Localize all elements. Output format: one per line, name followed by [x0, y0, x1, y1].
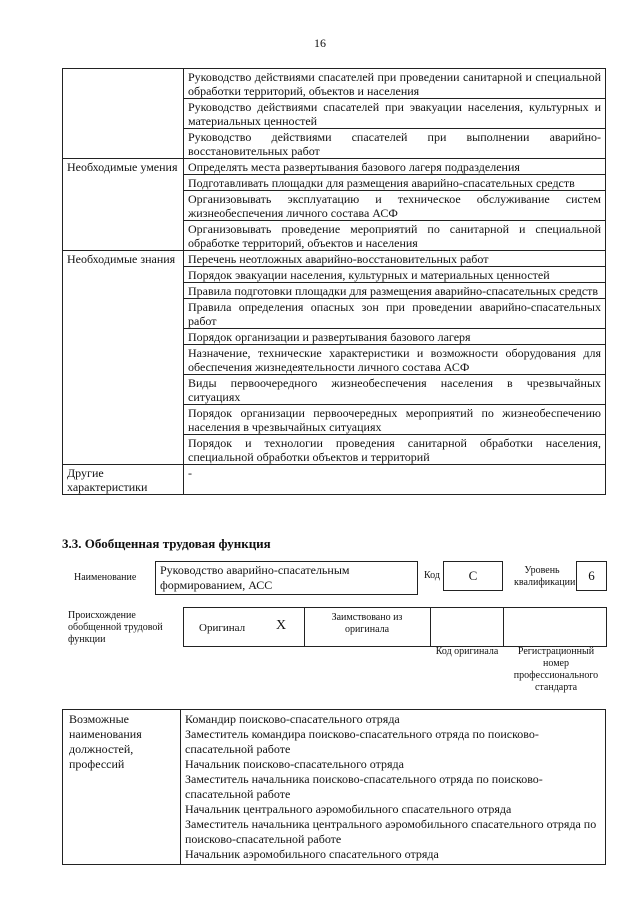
position-item: Начальник поисково-спасательного отряда	[185, 757, 404, 771]
knowledge-row: Правила подготовки площадки для размещения аварийно-спасательных средств	[184, 283, 606, 299]
qualification-level-value: 6	[576, 561, 607, 591]
origin-label: Происхождение обобщенной трудовой функции	[68, 610, 163, 645]
original-mark: X	[276, 618, 287, 633]
origin-divider	[304, 607, 305, 646]
knowledge-row: Порядок организации и развертывания базового лагеря	[184, 329, 606, 345]
knowledge-label: Необходимые знания	[63, 251, 184, 267]
borrowed-label: Заимствовано из оригинала	[331, 612, 403, 635]
skill-row: Определять места развертывания базового лагеря подразделения	[184, 159, 606, 175]
origin-divider	[503, 607, 504, 646]
registration-number-caption: Регистрационный номер профессионального стандарта	[513, 646, 599, 693]
knowledge-row: Порядок организации первоочередных мероприятий по жизнеобеспечению населения в чрезвычайных ситуациях	[184, 405, 606, 435]
knowledge-row: Виды первоочередного жизнеобеспечения населения в чрезвычайных ситуациях	[184, 375, 606, 405]
name-box	[155, 561, 418, 595]
position-item: Заместитель командира поисково-спасательного отряда по поисково-спасательной работе	[185, 727, 539, 756]
other-characteristics-value: -	[184, 465, 606, 495]
code-value: С	[443, 561, 503, 591]
labor-function-details-table	[62, 68, 606, 495]
code-original-caption: Код оригинала	[435, 646, 499, 657]
skill-row: Организовывать проведение мероприятий по санитарной и специальной обработке территорий, объектов и населения	[184, 221, 606, 251]
positions-label: Возможные наименования должностей, профессий	[63, 710, 181, 865]
knowledge-row: Перечень неотложных аварийно-восстановительных работ	[184, 251, 606, 267]
actions-label-continued	[63, 69, 184, 99]
knowledge-row: Правила определения опасных зон при проведении аварийно-спасательных работ	[184, 299, 606, 329]
other-characteristics-label: Другие характеристики	[63, 465, 184, 495]
original-label: Оригинал	[199, 622, 246, 634]
page-number: 16	[314, 36, 326, 50]
position-item: Заместитель начальника поисково-спасательного отряда по поисково-спасательной работе	[185, 772, 543, 801]
position-item: Начальник аэромобильного спасательного отряда	[185, 847, 439, 861]
action-row: Руководство действиями спасателей при проведении санитарной и специальной обработки территорий, объектов и населения	[184, 69, 606, 99]
knowledge-row: Назначение, технические характеристики и возможности оборудования для обеспечения жизнедеятельности личного состава АСФ	[184, 345, 606, 375]
positions-table	[62, 709, 606, 865]
knowledge-row: Порядок эвакуации населения, культурных и материальных ценностей	[184, 267, 606, 283]
qualification-level-label: Уровень квалификации	[514, 565, 576, 588]
action-row: Руководство действиями спасателей при эвакуации населения, культурных и материальных ценностей	[184, 99, 606, 129]
positions-list	[181, 710, 606, 865]
skill-row: Подготавливать площадки для размещения аварийно-спасательных средств	[184, 175, 606, 191]
action-row: Руководство действиями спасателей при выполнении аварийно-восстановительных работ	[184, 129, 606, 159]
position-item: Заместитель начальника центрального аэромобильного спасательного отряда по поисково-спасательной работе	[185, 817, 597, 846]
code-label: Код	[424, 570, 440, 581]
function-name: Руководство аварийно-спасательным формированием, АСС	[160, 563, 350, 592]
knowledge-row: Порядок и технологии проведения санитарной обработки населения, специальной обработки объектов и территорий	[184, 435, 606, 465]
section-heading: 3.3. Обобщенная трудовая функция	[62, 536, 271, 551]
name-label: Наименование	[74, 572, 137, 583]
position-item: Начальник центрального аэромобильного спасательного отряда	[185, 802, 512, 816]
position-item: Командир поисково-спасательного отряда	[185, 712, 400, 726]
origin-divider	[430, 607, 431, 646]
skill-row: Организовывать эксплуатацию и техническое обслуживание систем жизнеобеспечения личного состава АСФ	[184, 191, 606, 221]
skills-label: Необходимые умения	[63, 159, 184, 175]
